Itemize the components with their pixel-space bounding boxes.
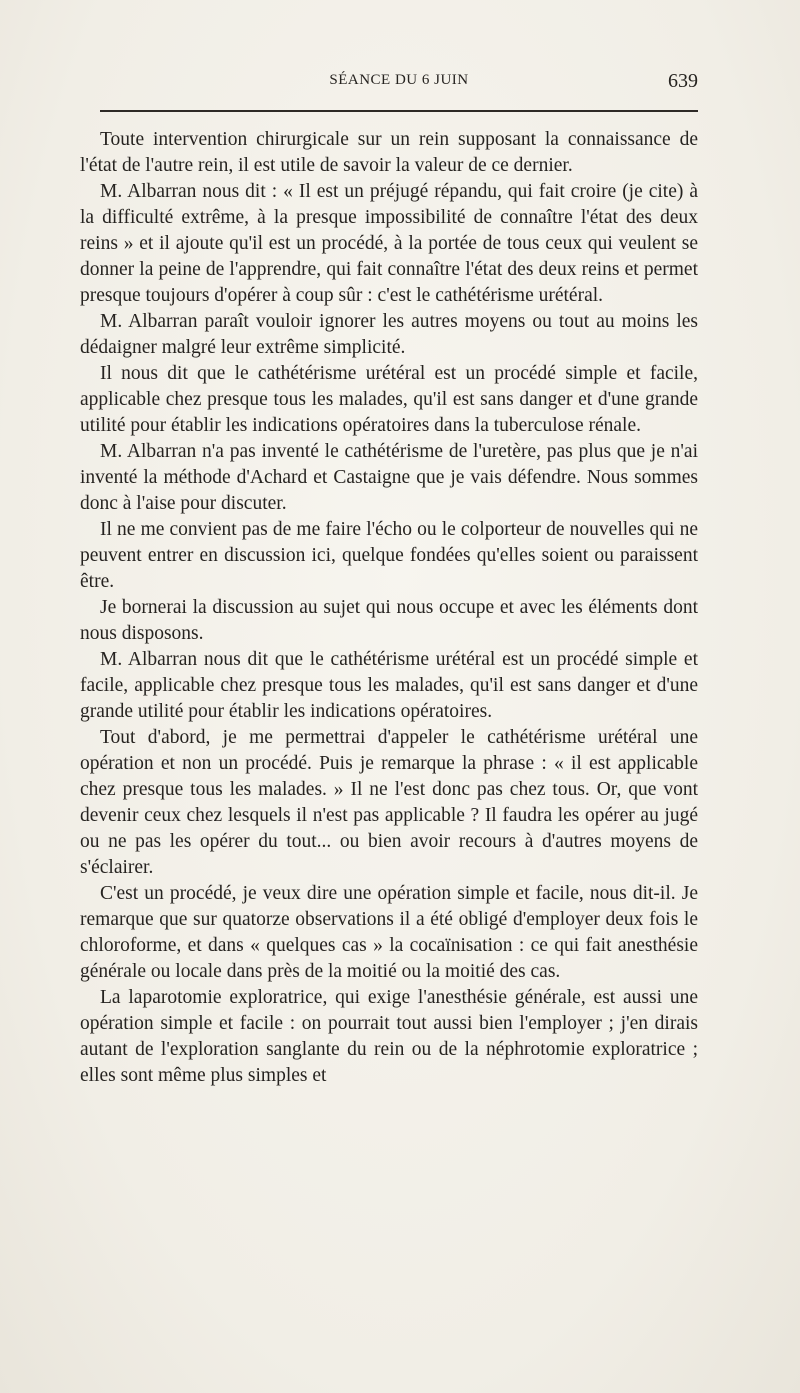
paragraph: Toute intervention chirurgicale sur un rein supposant la connaissance de l'état de l'autre rein, il est utile de savoir la valeur de ce dernier.	[80, 129, 698, 176]
paragraph: M. Albarran nous dit que le cathétérisme urétéral est un procédé simple et facile, applicable chez presque tous les malades, qu'il est sans danger et d'une grande utilité pour établir les indications opératoires.	[80, 649, 698, 722]
paragraph: Tout d'abord, je me permettrai d'appeler le cathétérisme urétéral une opération et non un procédé. Puis je remarque la phrase : « il est applicable chez presque tous les malades. » Il ne l'est donc pas chez tous. Or, que vont devenir ceux chez lesquels il n'est pas applicable ? Il faudra les opérer au jugé ou ne pas les opérer du tout... ou bien avoir recours à d'autres moyens de s'éclairer.	[80, 727, 698, 878]
paragraph: La laparotomie exploratrice, qui exige l'anesthésie générale, est aussi une opération simple et facile : on pourrait tout aussi bien l'employer ; j'en dirais autant de l'exploration sanglante du rein ou de la néphrotomie exploratrice ; elles sont même plus simples et	[80, 987, 698, 1086]
page-number: 639	[668, 70, 698, 92]
paragraph: C'est un procédé, je veux dire une opération simple et facile, nous dit-il. Je remarque que sur quatorze observations il a été obligé d'employer deux fois le chloroforme, et dans « quelques cas » la cocaïnisation : ce qui fait anesthésie générale ou locale dans près de la moitié ou la moitié des cas.	[80, 883, 698, 982]
running-title: SÉANCE DU 6 JUIN	[329, 72, 469, 88]
paragraph: M. Albarran n'a pas inventé le cathétérisme de l'uretère, pas plus que je n'ai inventé la méthode d'Achard et Castaigne que je vais défendre. Nous sommes donc à l'aise pour discuter.	[80, 441, 698, 514]
paragraph: M. Albarran paraît vouloir ignorer les autres moyens ou tout au moins les dédaigner malgré leur extrême simplicité.	[80, 311, 698, 358]
paragraph: Il ne me convient pas de me faire l'écho ou le colporteur de nouvelles qui ne peuvent entrer en discussion ici, quelque fondées qu'elles soient ou paraissent être.	[80, 519, 698, 592]
body-text	[80, 127, 698, 1089]
paragraph: Il nous dit que le cathétérisme urétéral est un procédé simple et facile, applicable chez presque tous les malades, qu'il est sans danger et d'une grande utilité pour établir les indications opératoires dans la tuberculose rénale.	[80, 363, 698, 436]
header-rule	[100, 110, 698, 112]
paragraph: Je bornerai la discussion au sujet qui nous occupe et avec les éléments dont nous disposons.	[80, 597, 698, 644]
paragraph: M. Albarran nous dit : « Il est un préjugé répandu, qui fait croire (je cite) à la difficulté extrême, à la presque impossibilité de connaître l'état des deux reins » et il ajoute qu'il est un procédé, à la portée de tous ceux qui veulent se donner la peine de l'apprendre, qui fait connaître l'état des deux reins et permet presque toujours d'opérer à coup sûr : c'est le cathétérisme urétéral.	[80, 181, 698, 306]
running-head	[100, 72, 698, 96]
